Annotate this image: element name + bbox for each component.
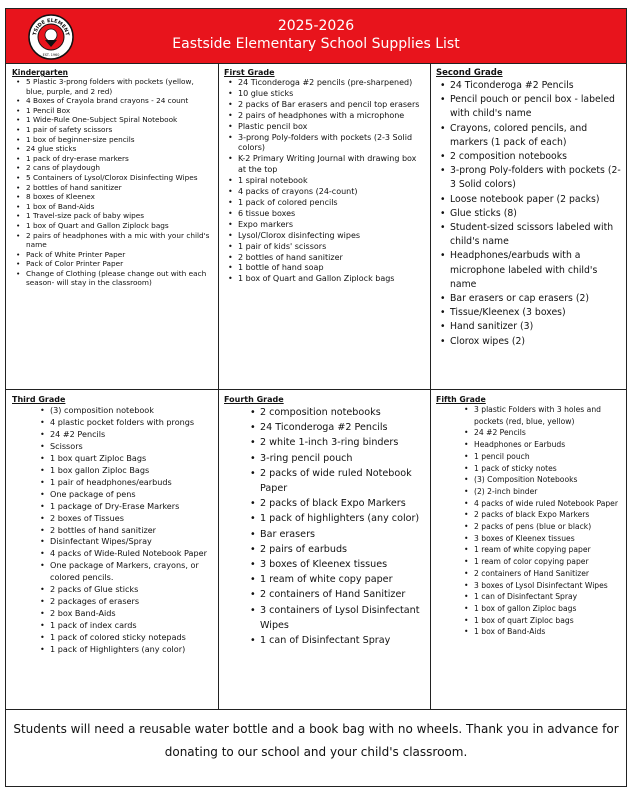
list-item: • 1 box of Quart and Gallon Ziplock bags: [26, 221, 214, 231]
list-item: • Plastic pencil box: [238, 122, 426, 133]
list-item: • 2 containers of Hand Sanitizer: [260, 587, 426, 602]
list-item: • 2 composition notebooks: [450, 150, 622, 164]
header-title-block: [6, 17, 626, 53]
list-item: • 2 containers of Hand Sanitizer: [474, 568, 622, 580]
list-item: • Expo markers: [238, 220, 426, 231]
list-item: • Disinfectant Wipes/Spray: [50, 536, 214, 548]
page-title: Eastside Elementary School Supplies List: [172, 36, 460, 52]
fourth-grade-section: [218, 389, 430, 709]
list-item: • 2 packs of pens (blue or black): [474, 521, 622, 533]
header-banner: [6, 9, 626, 64]
list-item: • 3 boxes of Lysol Disinfectant Wipes: [474, 580, 622, 592]
kindergarten-list: [12, 77, 214, 288]
fourth-grade-list: [224, 405, 426, 648]
list-item: • Tissue/Kleenex (3 boxes): [450, 306, 622, 320]
list-item: • 2 composition notebooks: [260, 405, 426, 420]
list-item: • 1 can of Disinfectant Spray: [474, 591, 622, 603]
list-item: • Headphones/earbuds with a microphone labeled with child's name: [450, 249, 622, 292]
list-item: • 1 pack of dry-erase markers: [26, 154, 214, 164]
list-item: • Lysol/Clorox disinfecting wipes: [238, 231, 426, 242]
list-item: • 24 glue sticks: [26, 144, 214, 154]
list-item: • 1 pair of headphones/earbuds: [50, 477, 214, 489]
supply-list-page: [5, 8, 627, 787]
second-grade-section: [430, 64, 626, 389]
list-item: • 8 boxes of Kleenex: [26, 192, 214, 202]
list-item: • 1 ream of white copying paper: [474, 544, 622, 556]
list-item: • 1 box quart Ziploc Bags: [50, 453, 214, 465]
list-item: • 1 box gallon Ziploc Bags: [50, 465, 214, 477]
logo-ring-text: TSIDE ELEMENT: [32, 17, 70, 37]
list-item: • Pack of Color Printer Paper: [26, 259, 214, 269]
list-item: • 1 box of beginner-size pencils: [26, 135, 214, 145]
third-grade-heading: Third Grade: [12, 395, 66, 404]
list-item: • 3-prong Poly-folders with pockets (2-3 Solid colors): [238, 133, 426, 155]
list-item: • (2) 2-inch binder: [474, 486, 622, 498]
list-item: • 2 bottles of hand sanitizer: [26, 183, 214, 193]
list-item: • (3) Composition Notebooks: [474, 474, 622, 486]
list-item: • 1 pencil pouch: [474, 451, 622, 463]
list-item: • 2 bottles of hand sanitizer: [238, 253, 426, 264]
grade-grid: [6, 64, 626, 709]
list-item: • 2 pairs of headphones with a microphone: [238, 111, 426, 122]
list-item: • 1 Travel-size pack of baby wipes: [26, 211, 214, 221]
list-item: • 1 bottle of hand soap: [238, 263, 426, 274]
list-item: • 3 boxes of Kleenex tissues: [474, 533, 622, 545]
footer-note-box: [6, 709, 626, 786]
school-year: 2025-2026: [277, 18, 355, 34]
list-item: • 4 packs of wide ruled Notebook Paper: [474, 498, 622, 510]
first-grade-section: [218, 64, 430, 389]
list-item: • 6 tissue boxes: [238, 209, 426, 220]
list-item: • 1 box of quart Ziploc bags: [474, 615, 622, 627]
list-item: • 4 Boxes of Crayola brand crayons - 24 count: [26, 96, 214, 106]
list-item: • 1 ream of color copying paper: [474, 556, 622, 568]
list-item: • 2 packs of black Expo Markers: [260, 496, 426, 511]
fifth-grade-section: [430, 389, 626, 709]
list-item: • 5 Plastic 3-prong folders with pockets (yellow, blue, purple, and 2 red): [26, 77, 214, 96]
list-item: • Bar erasers: [260, 527, 426, 542]
list-item: • 24 #2 Pencils: [50, 429, 214, 441]
list-item: • 2 packs of wide ruled Notebook Paper: [260, 466, 426, 496]
list-item: • Student-sized scissors labeled with child's name: [450, 221, 622, 249]
list-item: • 1 can of Disinfectant Spray: [260, 633, 426, 648]
list-item: • 1 Pencil Box: [26, 106, 214, 116]
list-item: • 3-prong Poly-folders with pockets (2-3 Solid colors): [450, 164, 622, 192]
list-item: • 2 bottles of hand sanitizer: [50, 525, 214, 537]
list-item: • Pencil pouch or pencil box - labeled with child's name: [450, 93, 622, 121]
list-item: • 2 packs of Glue sticks: [50, 584, 214, 596]
list-item: • Headphones or Earbuds: [474, 439, 622, 451]
list-item: • Loose notebook paper (2 packs): [450, 193, 622, 207]
list-item: • 5 Containers of Lysol/Clorox Disinfecting Wipes: [26, 173, 214, 183]
list-item: • 24 #2 Pencils: [474, 427, 622, 439]
list-item: • 2 white 1-inch 3-ring binders: [260, 435, 426, 450]
list-item: • 2 packs of black Expo Markers: [474, 509, 622, 521]
first-grade-heading: First Grade: [224, 68, 275, 77]
list-item: • 2 packages of erasers: [50, 596, 214, 608]
list-item: • 3 boxes of Kleenex tissues: [260, 557, 426, 572]
list-item: • K-2 Primary Writing Journal with drawing box at the top: [238, 154, 426, 176]
list-item: • 3-ring pencil pouch: [260, 451, 426, 466]
third-grade-section: [6, 389, 218, 709]
list-item: • Scissors: [50, 441, 214, 453]
list-item: • 24 Ticonderoga #2 Pencils: [260, 420, 426, 435]
list-item: • 2 pairs of earbuds: [260, 542, 426, 557]
list-item: • 1 pack of index cards: [50, 620, 214, 632]
list-item: • 1 Wide-Rule One-Subject Spiral Notebook: [26, 115, 214, 125]
list-item: • 2 box Band-Aids: [50, 608, 214, 620]
list-item: • Glue sticks (8): [450, 207, 622, 221]
first-grade-list: [224, 78, 426, 285]
list-item: • Crayons, colored pencils, and markers (1 pack of each): [450, 122, 622, 150]
list-item: • (3) composition notebook: [50, 405, 214, 417]
list-item: • 1 pair of kids' scissors: [238, 242, 426, 253]
list-item: • Hand sanitizer (3): [450, 320, 622, 334]
list-item: • Change of Clothing (please change out with each season- will stay in the classroom): [26, 269, 214, 288]
fifth-grade-list: [436, 404, 622, 638]
list-item: • 24 Ticonderoga #2 pencils (pre-sharpened): [238, 78, 426, 89]
list-item: • 1 pack of Highlighters (any color): [50, 644, 214, 656]
list-item: • 1 box of Band-Aids: [474, 626, 622, 638]
list-item: • 4 packs of crayons (24-count): [238, 187, 426, 198]
list-item: • 1 pair of safety scissors: [26, 125, 214, 135]
list-item: • 2 cans of playdough: [26, 163, 214, 173]
list-item: • 4 packs of Wide-Ruled Notebook Paper: [50, 548, 214, 560]
third-grade-list: [12, 405, 214, 656]
list-item: • 1 pack of sticky notes: [474, 463, 622, 475]
list-item: • 1 box of Quart and Gallon Ziplock bags: [238, 274, 426, 285]
list-item: • Bar erasers or cap erasers (2): [450, 292, 622, 306]
kindergarten-heading: Kindergarten: [12, 68, 69, 77]
list-item: • 1 pack of colored sticky notepads: [50, 632, 214, 644]
list-item: • Clorox wipes (2): [450, 335, 622, 349]
list-item: • 10 glue sticks: [238, 89, 426, 100]
list-item: • 1 box of gallon Ziploc bags: [474, 603, 622, 615]
list-item: • 4 plastic pocket folders with prongs: [50, 417, 214, 429]
list-item: • 1 pack of colored pencils: [238, 198, 426, 209]
list-item: • 2 pairs of headphones with a mic with your child's name: [26, 231, 214, 250]
footer-note: Students will need a reusable water bottle and a book bag with no wheels. Thank you in advance for donating to our school and your child's classroom.: [13, 722, 619, 759]
kindergarten-section: [6, 64, 218, 389]
fourth-grade-heading: Fourth Grade: [224, 395, 284, 404]
second-grade-heading: Second Grade: [436, 68, 503, 78]
list-item: • 3 containers of Lysol Disinfectant Wipes: [260, 603, 426, 633]
list-item: • 2 boxes of Tissues: [50, 513, 214, 525]
list-item: • 1 pack of highlighters (any color): [260, 511, 426, 526]
list-item: • 24 Ticonderoga #2 Pencils: [450, 79, 622, 93]
list-item: • One package of Markers, crayons, or colored pencils.: [50, 560, 214, 584]
fifth-grade-heading: Fifth Grade: [436, 395, 486, 404]
list-item: • 1 spiral notebook: [238, 176, 426, 187]
logo-est-text: EST. 1960: [42, 53, 60, 57]
list-item: • 1 package of Dry-Erase Markers: [50, 501, 214, 513]
list-item: • One package of pens: [50, 489, 214, 501]
list-item: • 1 box of Band-Aids: [26, 202, 214, 212]
list-item: • 3 plastic Folders with 3 holes and pockets (red, blue, yellow): [474, 404, 622, 427]
list-item: • Pack of White Printer Paper: [26, 250, 214, 260]
list-item: • 1 ream of white copy paper: [260, 572, 426, 587]
second-grade-list: [436, 79, 622, 349]
list-item: • 2 packs of Bar erasers and pencil top erasers: [238, 100, 426, 111]
